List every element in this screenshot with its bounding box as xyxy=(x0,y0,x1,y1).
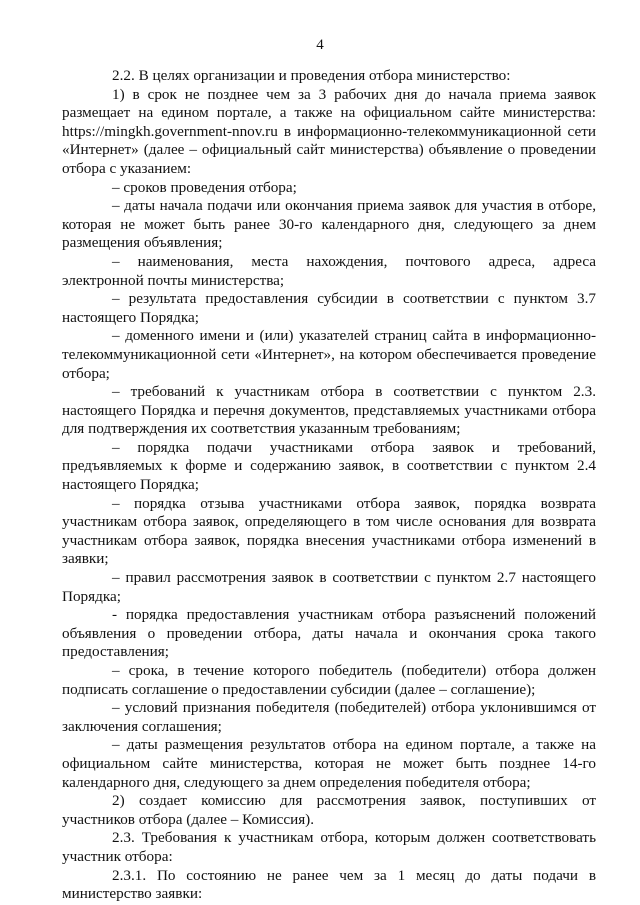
list-item: – порядка подачи участниками отбора заявок и требований, предъявляемых к форме и содержанию заявок, в соответствии с пунктом 2.4 настоящего Порядка; xyxy=(62,438,596,494)
list-item: – сроков проведения отбора; xyxy=(112,178,297,196)
list-item: – даты начала подачи или окончания приема заявок для участия в отборе, которая не может быть ранее 30-го календарного дня, следующего за днем размещения объявления; xyxy=(62,197,596,252)
page-number: 4 xyxy=(316,37,324,53)
list-item: – условий признания победителя (победителей) отбора уклонившимся от заключения соглашения; xyxy=(62,699,596,735)
paragraph-2-2: 2.2. В целях организации и проведения отбора министерство: xyxy=(112,67,511,84)
paragraph-2-3-1: 2.3.1. По состоянию не ранее чем за 1 месяц до даты подачи в министерство заявки: xyxy=(62,866,596,903)
paragraph-2-3: 2.3. Требования к участникам отбора, которым должен соответствовать участник отбора: xyxy=(62,829,596,865)
list-item: – требований к участникам отбора в соответствии с пунктом 2.3. настоящего Порядка и перечня документов, представляемых участниками отбора для подтверждения их соответствия указанным требованиям; xyxy=(62,383,596,438)
document-body xyxy=(62,67,596,904)
list-item: – доменного имени и (или) указателей страниц сайта в информационно-телекоммуникационной сети «Интернет», на котором обеспечивается проведение отбора; xyxy=(62,327,596,382)
paragraph-item-1: 1) в срок не позднее чем за 3 рабочих дня до начала приема заявок размещает на едином портале, а также на официальном сайте министерства: https://mingkh.government-nnov.ru в информационно-телекоммуникационной сети «Интернет» (далее – официальный сайт министерства) объявление о проведении отбора с указанием: xyxy=(62,85,596,177)
list-item: – результата предоставления субсидии в соответствии с пунктом 3.7 настоящего Порядка; xyxy=(62,290,596,326)
paragraph-item-2: 2) создает комиссию для рассмотрения заявок, поступивших от участников отбора (далее – Комиссия). xyxy=(62,792,596,828)
list-item: - порядка предоставления участникам отбора разъяснений положений объявления о проведении отбора, даты начала и окончания срока такого предоставления; xyxy=(62,606,596,661)
list-item: – даты размещения результатов отбора на едином портале, а также на официальном сайте министерства, которая не может быть позднее 14-го календарного дня, следующего за днем определения победителя отбора; xyxy=(62,736,596,791)
list-item: – наименования, места нахождения, почтового адреса, адреса электронной почты министерства; xyxy=(62,252,596,289)
list-item: – срока, в течение которого победитель (победители) отбора должен подписать соглашение о предоставлении субсидии (далее – соглашение); xyxy=(62,662,596,698)
list-item: – правил рассмотрения заявок в соответствии с пунктом 2.7 настоящего Порядка; xyxy=(62,569,596,605)
list-item: – порядка отзыва участниками отбора заявок, порядка возврата участникам отбора заявок, определяющего в том числе основания для возврата участникам отбора заявок, порядка внесения участниками отбора изменений в заявки; xyxy=(62,494,596,568)
